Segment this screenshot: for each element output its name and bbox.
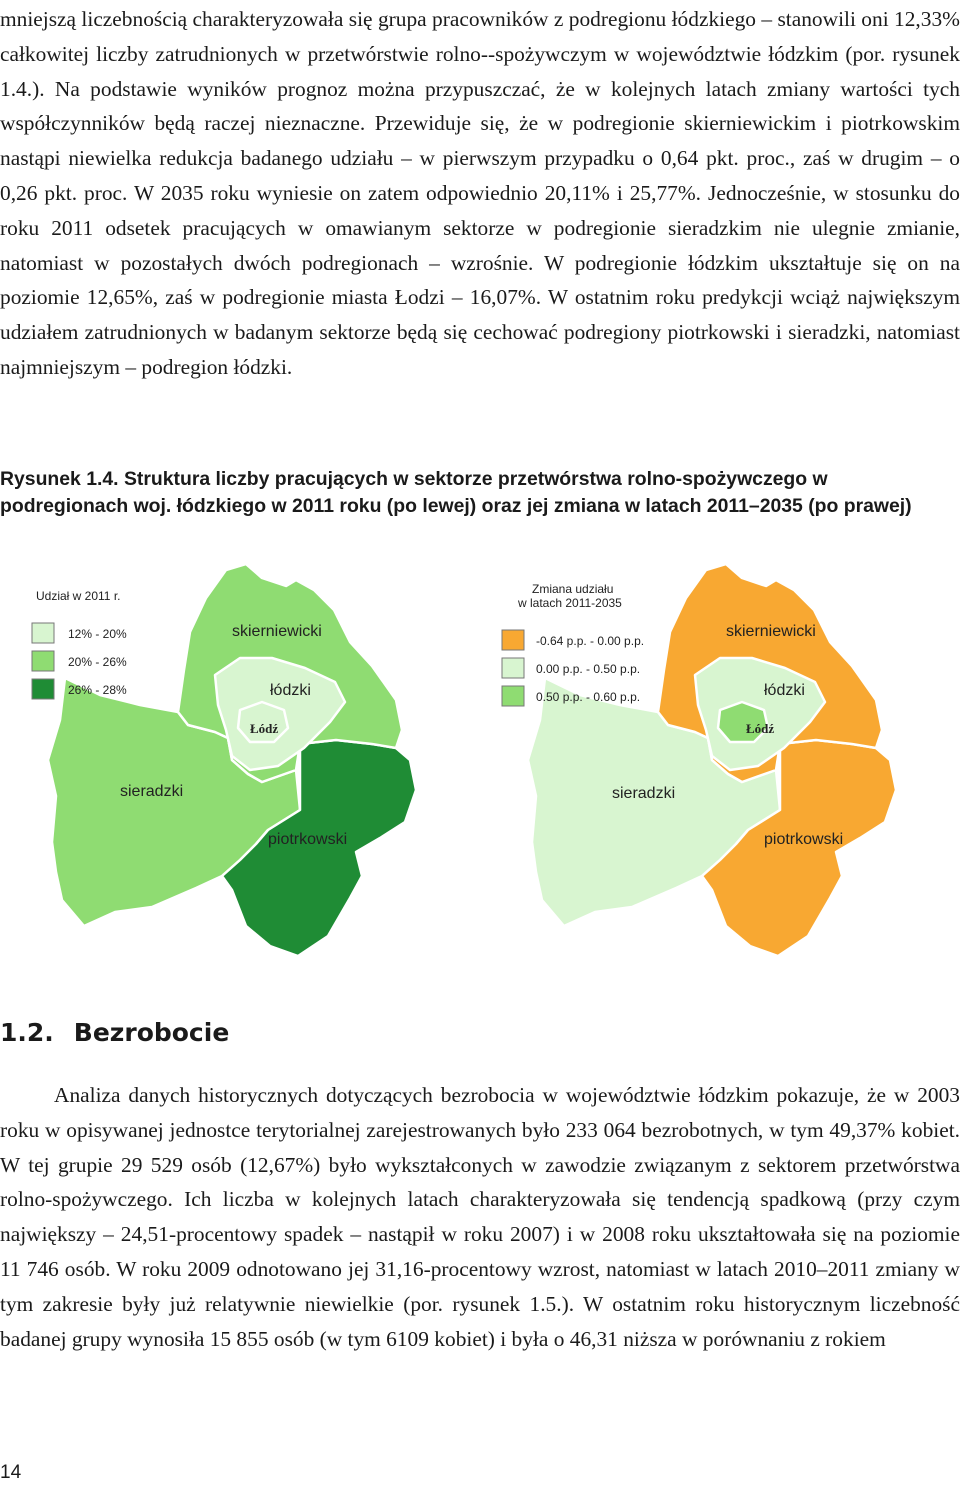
- legend-label-3: 26% - 28%: [68, 683, 127, 697]
- legend-swatch-2: [502, 658, 524, 678]
- label-sieradzki: sieradzki: [612, 785, 676, 802]
- section-title: Bezrobocie: [73, 1018, 230, 1047]
- label-lodz: Łódź: [746, 721, 775, 736]
- figure-caption: Rysunek 1.4. Struktura liczby pracujących w sektorze przetwórstwa rolno-spożywczego w podregionach woj. łódzkiego w 2011 roku (po lewej) oraz jej zmiana w latach 2011–2035 (po prawej): [0, 468, 912, 517]
- label-lodz: Łódź: [250, 721, 279, 736]
- label-sieradzki: sieradzki: [120, 783, 184, 800]
- legend-label-2: 20% - 26%: [68, 655, 127, 669]
- legend-label-3: 0.50 p.p. - 0.60 p.p.: [536, 690, 641, 704]
- map-employment-share-2011: [0, 560, 480, 980]
- legend-label-1: 12% - 20%: [68, 627, 127, 641]
- label-lodzki: łódzki: [764, 682, 805, 699]
- legend-swatch-1: [502, 630, 524, 650]
- legend-swatch-2: [32, 651, 54, 671]
- legend-swatch-3: [32, 679, 54, 699]
- legend-title: Udział w 2011 r.: [36, 589, 121, 603]
- page-number: 14: [0, 1462, 22, 1483]
- legend-title-line2: w latach 2011-2035: [518, 596, 622, 610]
- section-heading: [0, 1018, 229, 1047]
- label-skierniewicki: skierniewicki: [726, 623, 816, 640]
- legend-title-line1: Zmiana udziału: [532, 582, 614, 596]
- body-paragraph-1: mniejszą liczebnością charakteryzowała się grupa pracowników z podregionu łódzkiego – stanowili oni 12,33% całkowitej liczby zatrudnionych w przetwórstwie rolno--spożywczym w województwie łódzkim (por. rysunek 1.4.). Na podstawie wyników prognoz można przypuszczać, że w kolejnych latach zmiany wartości tych współczynników będą raczej nieznaczne. Przewiduje się, że w podregionie skierniewickim i piotrkowskim nastąpi niewielka redukcja badanego udziału – w pierwszym przypadku o 0,64 pkt. proc., zaś w drugim – o 0,26 pkt. proc. W 2035 roku wyniesie on zatem odpowiednio 20,11% i 25,77%. Jednocześnie, w stosunku do roku 2011 odsetek pracujących w omawianym sektorze w podregionie sieradzkim nie ulegnie zmianie, natomiast w pozostałych dwóch podregionach – wzrośnie. W podregionie łódzkim ukształtuje się on na poziomie 12,65%, zaś w podregionie miasta Łodzi – 16,07%. W ostatnim roku predykcji wciąż największym udziałem zatrudnionych w badanym sektorze będą się cechować podregiony piotrkowski i sieradzki, natomiast najmniejszym – podregion łódzki.: [0, 7, 960, 379]
- map-share-change-2011-2035: [480, 560, 960, 980]
- label-skierniewicki: skierniewicki: [232, 623, 322, 640]
- label-lodzki: łódzki: [270, 682, 311, 699]
- section-number: 1.2.: [0, 1018, 54, 1047]
- legend-label-1: -0.64 p.p. - 0.00 p.p.: [536, 634, 645, 648]
- body-paragraph-2: Analiza danych historycznych dotyczących bezrobocia w województwie łódzkim pokazuje, że w 2003 roku w opisywanej jednostce terytorialnej zarejestrowanych było 233 064 bezrobotnych, w tym 49,37% kobiet. W tej grupie 29 529 osób (12,67%) było wykształconych w zawodzie związanym z sektorem przetwórstwa rolno-spożywczego. Ich liczba w kolejnych latach charakteryzowała się tendencją spadkową (przy czym największy – 24,51-procentowy spadek – nastąpił w roku 2007) i w 2008 roku ukształtowała się na poziomie 11 746 osób. W roku 2009 odnotowano jej 31,16-procentowy wzrost, natomiast w latach 2010–2011 zmiany w tym zakresie były już relatywnie niewielkie (por. rysunek 1.5.). W ostatnim roku historycznym liczebność badanej grupy wynosiła 15 855 osób (w tym 6109 kobiet) i była o 46,31 niższa w porównaniu z rokiem: [0, 1083, 960, 1351]
- label-piotrkowski: piotrkowski: [764, 831, 844, 848]
- legend-swatch-3: [502, 686, 524, 706]
- legend-swatch-1: [32, 623, 54, 643]
- label-piotrkowski: piotrkowski: [268, 831, 348, 848]
- legend-label-2: 0.00 p.p. - 0.50 p.p.: [536, 662, 641, 676]
